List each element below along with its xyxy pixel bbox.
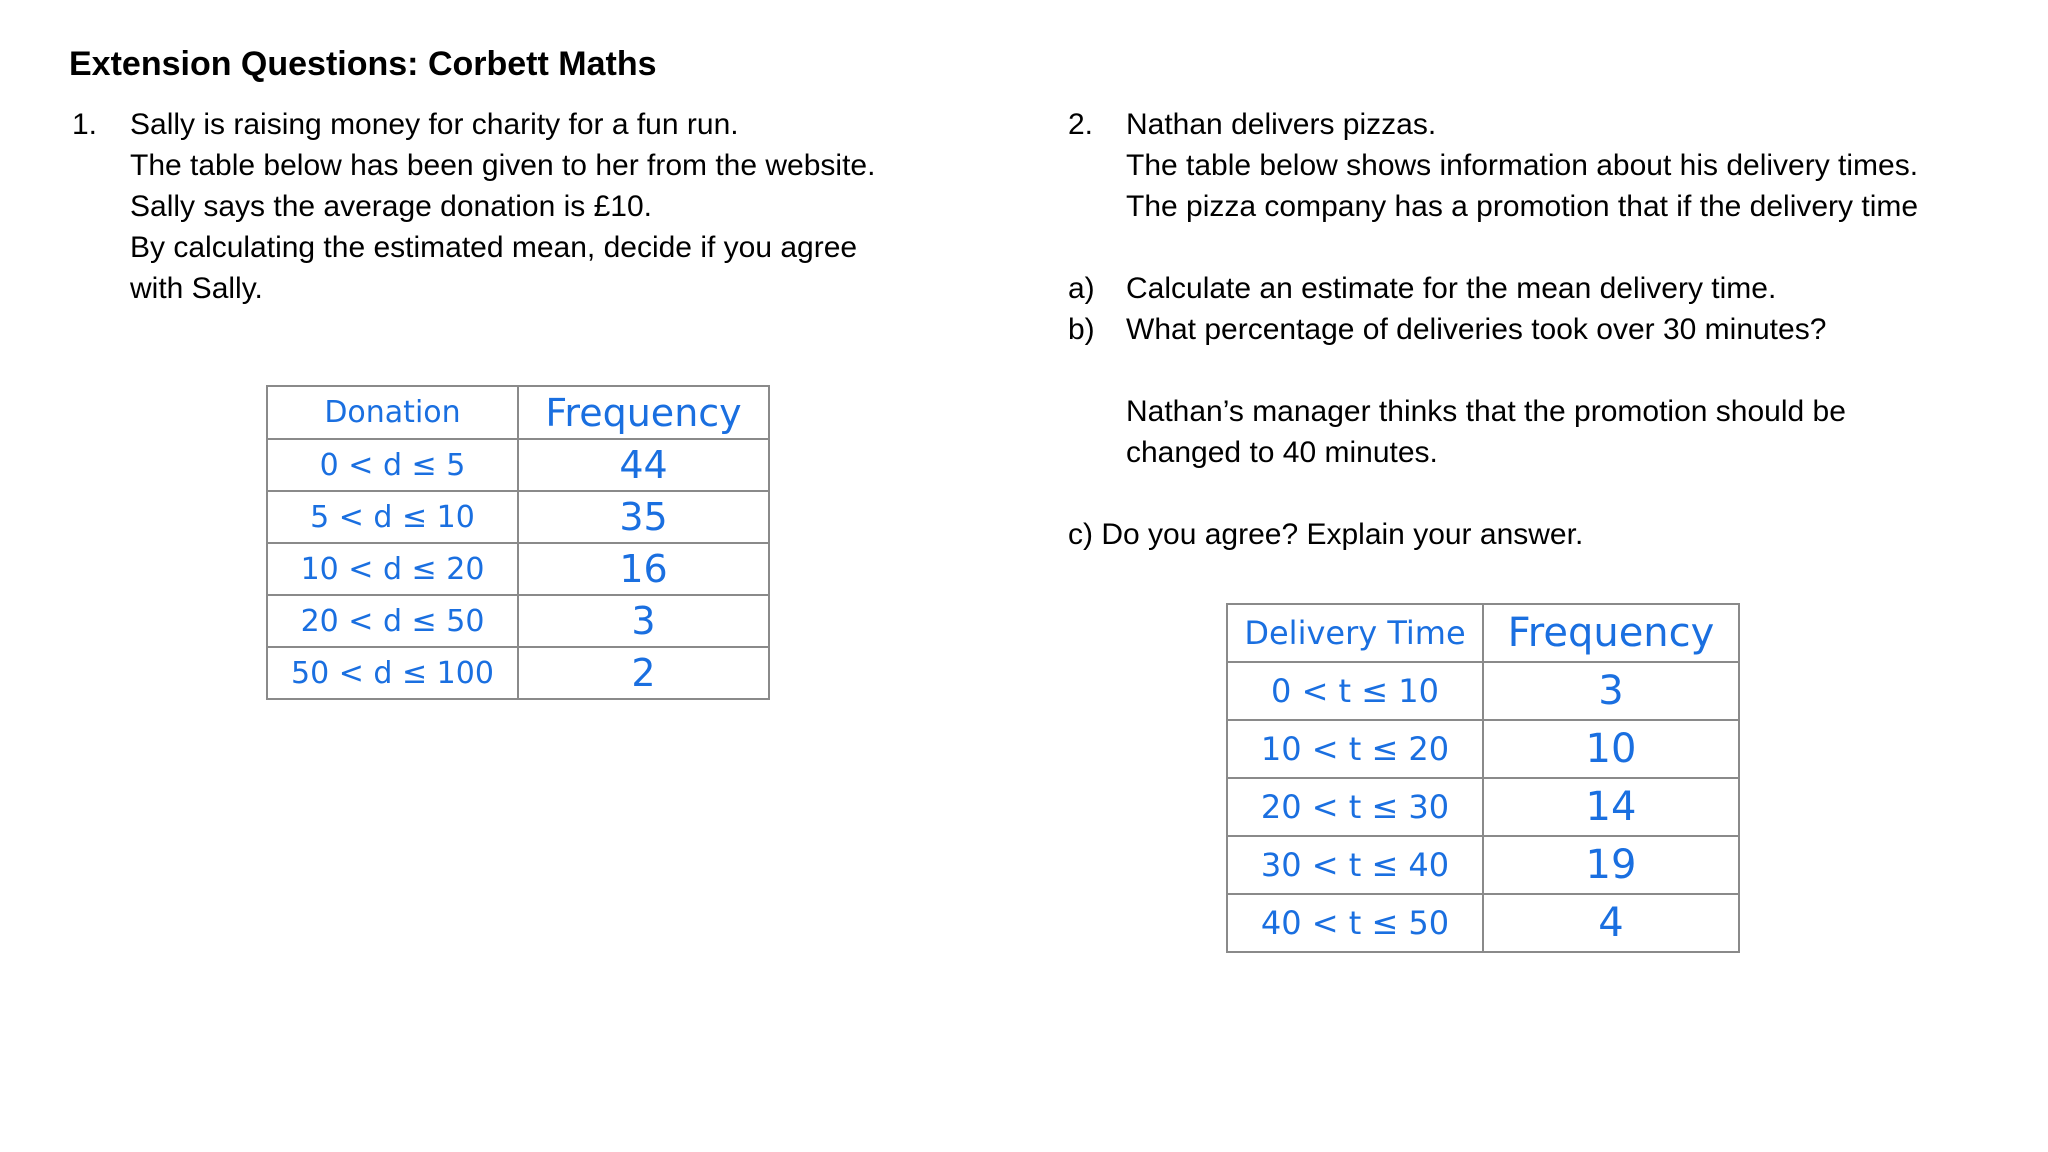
question-2 (1068, 104, 2008, 555)
table-cell-class: 5 < d ≤ 10 (267, 491, 518, 543)
question-2-text: Nathan delivers pizzas. (1126, 108, 1437, 141)
table-cell-class: 30 < t ≤ 40 (1227, 836, 1483, 894)
table-cell-class: 0 < t ≤ 10 (1227, 662, 1483, 720)
part-b-label: b) (1068, 313, 1095, 346)
table-cell-class: 40 < t ≤ 50 (1227, 894, 1483, 952)
question-1-line (72, 268, 972, 309)
part-a-label: a) (1068, 272, 1095, 305)
blank-line (1068, 227, 2008, 268)
table-row (267, 647, 769, 699)
table-cell-frequency: 16 (518, 543, 769, 595)
question-2-part-c (1068, 514, 2008, 555)
question-1-number: 1. (72, 108, 98, 141)
table-cell-class: 0 < d ≤ 5 (267, 439, 518, 491)
manager-text: Nathan’s manager thinks that the promotion should be (1126, 395, 1846, 428)
question-1 (72, 104, 972, 309)
question-2-part-a (1068, 268, 2008, 309)
table-cell-frequency: 2 (518, 647, 769, 699)
manager-line (1068, 391, 2008, 432)
part-a-text: Calculate an estimate for the mean delivery time. (1126, 272, 1777, 305)
delivery-time-frequency-table (1226, 603, 1740, 953)
table-cell-frequency: 4 (1483, 894, 1739, 952)
question-1-line (72, 104, 972, 145)
table-cell-frequency: 14 (1483, 778, 1739, 836)
question-1-text: Sally is raising money for charity for a fun run. (130, 108, 739, 141)
manager-text: changed to 40 minutes. (1126, 436, 1438, 469)
question-2-line (1068, 186, 2008, 227)
table-header-donation: Donation (267, 386, 518, 439)
table-cell-frequency: 10 (1483, 720, 1739, 778)
table-cell-class: 10 < d ≤ 20 (267, 543, 518, 595)
question-1-line (72, 227, 972, 268)
table-cell-frequency: 35 (518, 491, 769, 543)
question-2-number: 2. (1068, 108, 1094, 141)
question-2-line (1068, 145, 2008, 186)
question-2-part-b (1068, 309, 2008, 350)
question-1-text: The table below has been given to her from the website. (130, 149, 876, 182)
table-row (267, 439, 769, 491)
manager-line (1068, 432, 2008, 473)
table-header-frequency: Frequency (518, 386, 769, 439)
table-cell-frequency: 3 (518, 595, 769, 647)
table-cell-class: 20 < t ≤ 30 (1227, 778, 1483, 836)
table-row (1227, 720, 1739, 778)
part-c-text: c) Do you agree? Explain your answer. (1068, 518, 1584, 551)
part-b-text: What percentage of deliveries took over 30 minutes? (1126, 313, 1827, 346)
table-cell-frequency: 3 (1483, 662, 1739, 720)
question-2-text: The pizza company has a promotion that if the delivery time (1126, 190, 1919, 223)
table-cell-frequency: 19 (1483, 836, 1739, 894)
table-cell-frequency: 44 (518, 439, 769, 491)
question-1-text: with Sally. (130, 272, 263, 305)
question-1-text: By calculating the estimated mean, decide if you agree (130, 231, 858, 264)
table-cell-class: 20 < d ≤ 50 (267, 595, 518, 647)
page-title: Extension Questions: Corbett Maths (69, 45, 657, 83)
table-header-row (1227, 604, 1739, 662)
question-2-line (1068, 104, 2008, 145)
blank-line (1068, 473, 2008, 514)
question-1-text: Sally says the average donation is £10. (130, 190, 652, 223)
table-header-delivery-time: Delivery Time (1227, 604, 1483, 662)
question-1-line (72, 186, 972, 227)
table-cell-class: 50 < d ≤ 100 (267, 647, 518, 699)
donation-frequency-table (266, 385, 770, 700)
table-row (267, 595, 769, 647)
table-header-frequency: Frequency (1483, 604, 1739, 662)
table-cell-class: 10 < t ≤ 20 (1227, 720, 1483, 778)
blank-line (1068, 350, 2008, 391)
table-row (1227, 662, 1739, 720)
table-row (267, 543, 769, 595)
question-1-line (72, 145, 972, 186)
table-row (267, 491, 769, 543)
question-2-text: The table below shows information about his delivery times. (1126, 149, 1919, 182)
table-row (1227, 894, 1739, 952)
table-row (1227, 836, 1739, 894)
table-row (1227, 778, 1739, 836)
table-header-row (267, 386, 769, 439)
